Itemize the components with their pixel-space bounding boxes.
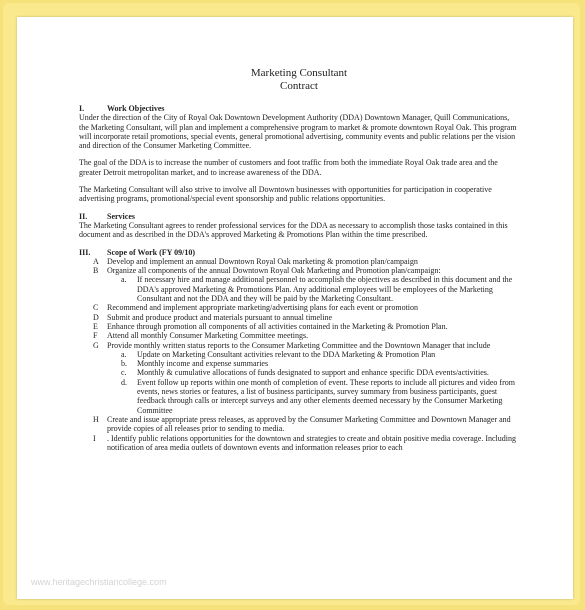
- sub-list-item: a. Update on Marketing Consultant activities relevant to the DDA Marketing & Promotion Plan: [121, 349, 436, 359]
- sub-list-item: b. Monthly income and expense summaries: [121, 359, 269, 369]
- paragraph: The Marketing Consultant agrees to render professional services for the DDA as necessary to accomplish those tasks contained in this document and as described in the DDA's approved Marketing & Promotions Plan within the time prescribed.: [79, 220, 508, 240]
- list-item: I . Identify public relations opportunities for the downtown and strategies to create and obtain positive media coverage. Including notification of area media outlets of downtown events and information releases prior to each: [93, 433, 516, 452]
- section-title: Services: [107, 211, 135, 221]
- sub-list-item: c. Monthly & cumulative allocations of funds designated to support and enhance specific DDA events/activities.: [121, 368, 489, 378]
- section-number: I.: [79, 104, 85, 113]
- title-line-1: Marketing Consultant: [250, 67, 348, 79]
- paragraph: The Marketing Consultant will also strive to involve all Downtown businesses with opportunities for participation in cooperative advertising programs, promotional/special event sponsorship and public relations opportunities.: [79, 185, 492, 204]
- list-item: A Develop and implement an annual Downtown Royal Oak marketing & promotion plan/campaign: [93, 256, 418, 266]
- sub-list-item: a. If necessary hire and manage additional personnel to accomplish the objectives as described in this document and the DDA's approved Marketing & Promotions Plan. Any additional employees will be employees of the Marketing Consultant and not the DDA and they will be paid by the Marketing Consultant.: [121, 275, 513, 304]
- sub-list-item: d. Event follow up reports within one month of completion of event. These reports to include all pictures and video from events, news stories or features, a list of business participants, survey summary from business participants, guest feedback through calls or intercept surveys and any other elements deemed necessary by the Consumer Marketing Committee: [121, 377, 515, 415]
- section-heading-scope-of-work: [79, 248, 519, 257]
- page-frame: [3, 3, 580, 605]
- list-item: G Provide monthly written status reports to the Consumer Marketing Committee and the Downtown Manager that include: [93, 340, 491, 350]
- section-heading-services: [79, 212, 519, 221]
- watermark: www.heritagechristiancollege.com: [31, 577, 167, 587]
- section-title: Scope of Work (FY 09/10): [107, 247, 195, 257]
- list-item: D Submit and produce product and materials pursuant to annual timeline: [93, 312, 333, 322]
- list-item: C Recommend and implement appropriate marketing/advertising plans for each event or promotion: [93, 303, 419, 313]
- section-number: II.: [79, 211, 88, 221]
- paragraph: The goal of the DDA is to increase the number of customers and foot traffic from both the immediate Royal Oak trade area and the greater Detroit metropolitan market, and to increase awareness of the DDA.: [79, 158, 498, 177]
- title-line-2: Contract: [280, 80, 318, 92]
- paragraph: Under the direction of the City of Royal Oak Downtown Development Authority (DDA) Downtown Manager, Quill Communications, the Marketing Consultant, will plan and implement a comprehensive program to market & promote downtown Royal Oak. This program will incorporate retail promotions, special events, general promotional advertising, community events and public relations per the vision and direction of the Consumer Marketing Committee.: [79, 113, 517, 151]
- document-title: [79, 67, 519, 93]
- list-item: B Organize all components of the annual Downtown Royal Oak Marketing and Promotion plan/campaign:: [93, 266, 441, 276]
- list-item: F Attend all monthly Consumer Marketing Committee meetings.: [93, 331, 309, 341]
- section-number: III.: [79, 247, 91, 257]
- document-content: [79, 67, 519, 452]
- list-item: H Create and issue appropriate press releases, as approved by the Consumer Marketing Committee and Downtown Manager and provide copies of all releases prior to sending to media.: [93, 414, 511, 434]
- section-title: Work Objectives: [107, 104, 165, 113]
- document-page: [17, 17, 573, 599]
- list-item: E Enhance through promotion all components of all activities contained in the Marketing & Promotion Plan.: [93, 321, 448, 331]
- section-heading-work-objectives: [79, 104, 519, 113]
